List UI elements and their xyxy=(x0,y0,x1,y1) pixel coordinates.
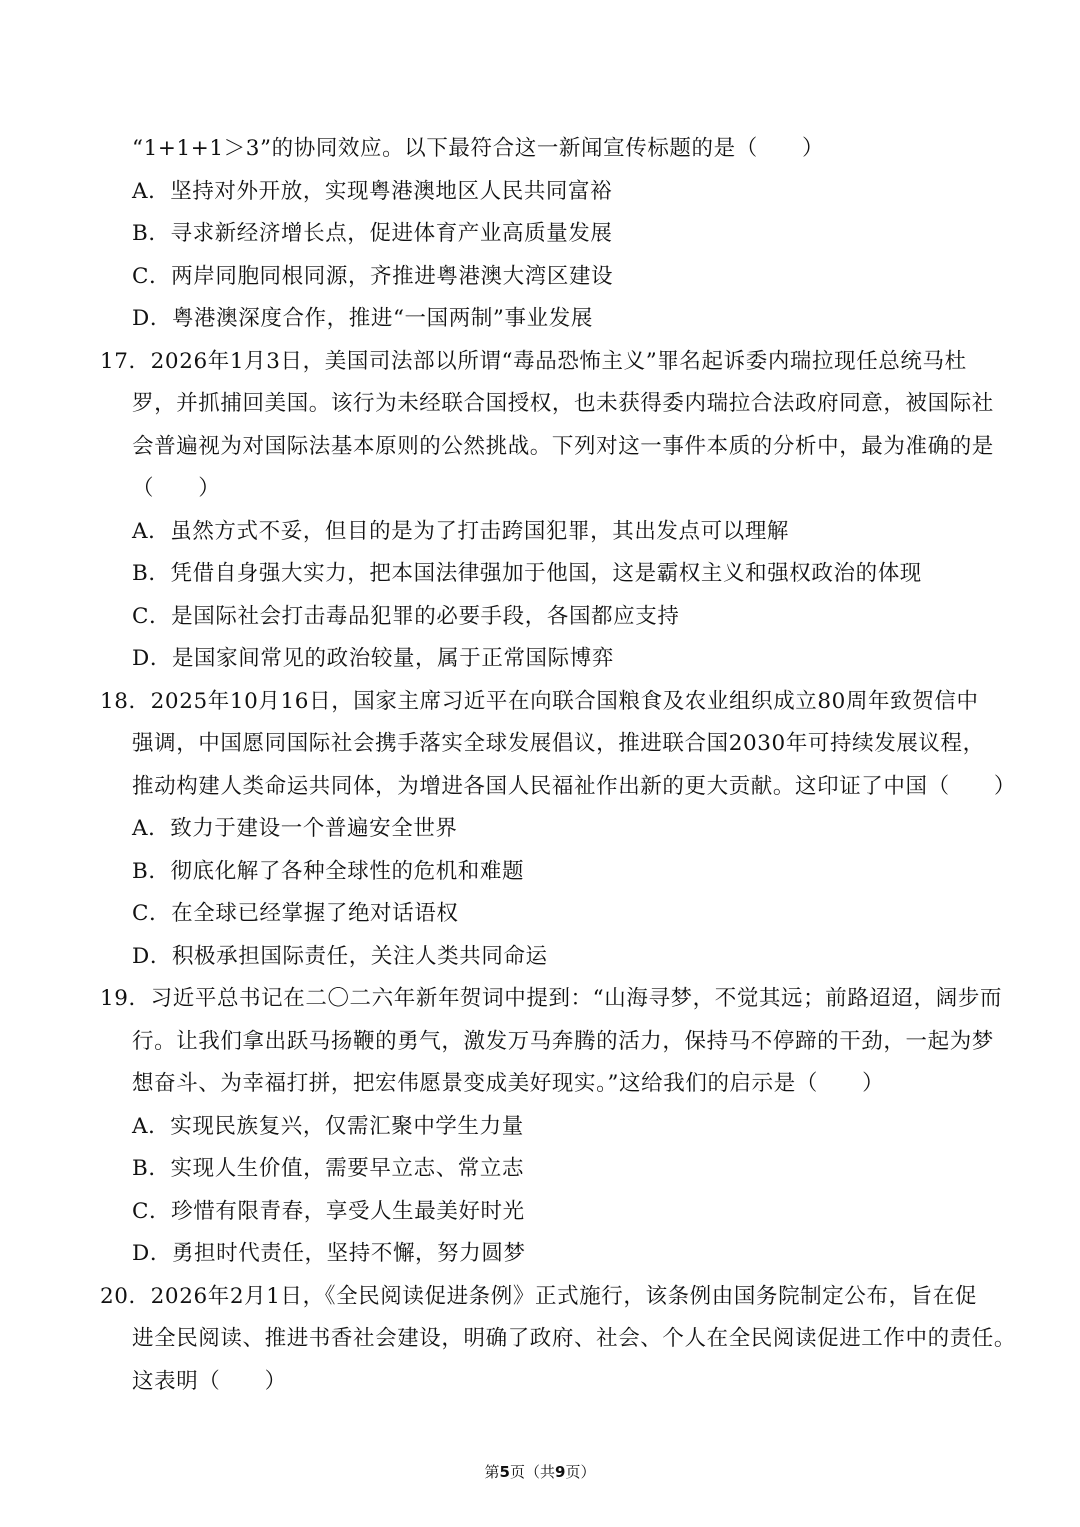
q18-stem-line: 18．2025年10月16日，国家主席习近平在向联合国粮食及农业组织成立80周年致贺信中 xyxy=(100,689,979,714)
q18-option-d: D．积极承担国际责任，关注人类共同命运 xyxy=(132,944,548,969)
q17-option-a: A．虽然方式不妥，但目的是为了打击跨国犯罪，其出发点可以理解 xyxy=(132,519,790,544)
footer-total-pages: 9 xyxy=(555,1463,566,1481)
q19-option-a: A．实现民族复兴，仅需汇聚中学生力量 xyxy=(132,1114,524,1139)
q18-option-c: C．在全球已经掌握了绝对话语权 xyxy=(132,901,459,926)
q16-option-c: C．两岸同胞同根同源，齐推进粤港澳大湾区建设 xyxy=(132,264,614,289)
q16-option-a: A．坚持对外开放，实现粤港澳地区人民共同富裕 xyxy=(132,179,613,204)
q17-option-b: B．凭借自身强大实力，把本国法律强加于他国，这是霸权主义和强权政治的体现 xyxy=(132,561,922,586)
q19-option-b: B．实现人生价值，需要早立志、常立志 xyxy=(132,1156,525,1181)
q20-stem-line: 20．2026年2月1日，《全民阅读促进条例》正式施行，该条例由国务院制定公布，旨在促 xyxy=(100,1284,977,1309)
footer-mid: 页（共 xyxy=(509,1463,555,1481)
q19-stem-line: 想奋斗、为幸福打拼，把宏伟愿景变成美好现实。”这给我们的启示是（ ） xyxy=(132,1071,885,1096)
q20-answer-blank: 这表明（ ） xyxy=(132,1369,287,1394)
footer-page-number: 5 xyxy=(499,1463,510,1481)
footer-suffix: 页） xyxy=(565,1463,596,1481)
q17-stem-line: 会普遍视为对国际法基本原则的公然挑战。下列对这一事件本质的分析中，最为准确的是 xyxy=(132,434,994,459)
q16-option-b: B．寻求新经济增长点，促进体育产业高质量发展 xyxy=(132,221,613,246)
q17-answer-blank: （ ） xyxy=(132,476,221,501)
q18-option-a: A．致力于建设一个普遍安全世界 xyxy=(132,816,458,841)
q19-stem-line: 行。让我们拿出跃马扬鞭的勇气，激发万马奔腾的活力，保持马不停蹄的干劲，一起为梦 xyxy=(132,1029,994,1054)
footer-prefix: 第 xyxy=(484,1463,500,1481)
q18-stem-line: 推动构建人类命运共同体，为增进各国人民福祉作出新的更大贡献。这印证了中国（ ） xyxy=(132,774,1017,799)
q19-option-d: D．勇担时代责任，坚持不懈，努力圆梦 xyxy=(132,1241,526,1266)
q17-option-d: D．是国家间常见的政治较量，属于正常国际博弈 xyxy=(132,646,614,671)
q18-option-b: B．彻底化解了各种全球性的危机和难题 xyxy=(132,859,525,884)
q16-stem-tail: “1+1+1＞3”的协同效应。以下最符合这一新闻宣传标题的是（ ） xyxy=(132,136,825,161)
q18-stem-line: 强调，中国愿同国际社会携手落实全球发展倡议，推进联合国2030年可持续发展议程， xyxy=(132,731,985,756)
q17-stem-line: 17．2026年1月3日，美国司法部以所谓“毒品恐怖主义”罪名起诉委内瑞拉现任总统马杜 xyxy=(100,349,967,374)
page-footer xyxy=(0,1462,1080,1482)
q20-stem-line: 进全民阅读、推进书香社会建设，明确了政府、社会、个人在全民阅读促进工作中的责任。 xyxy=(132,1326,1017,1351)
q16-option-d: D．粤港澳深度合作，推进“一国两制”事业发展 xyxy=(132,306,593,331)
q17-option-c: C．是国际社会打击毒品犯罪的必要手段，各国都应支持 xyxy=(132,604,680,629)
q17-stem-line: 罗，并抓捕回美国。该行为未经联合国授权，也未获得委内瑞拉合法政府同意，被国际社 xyxy=(132,391,994,416)
q19-stem-line: 19．习近平总书记在二〇二六年新年贺词中提到：“山海寻梦，不觉其远；前路迢迢，阔步而 xyxy=(100,986,1003,1011)
q19-option-c: C．珍惜有限青春，享受人生最美好时光 xyxy=(132,1199,525,1224)
